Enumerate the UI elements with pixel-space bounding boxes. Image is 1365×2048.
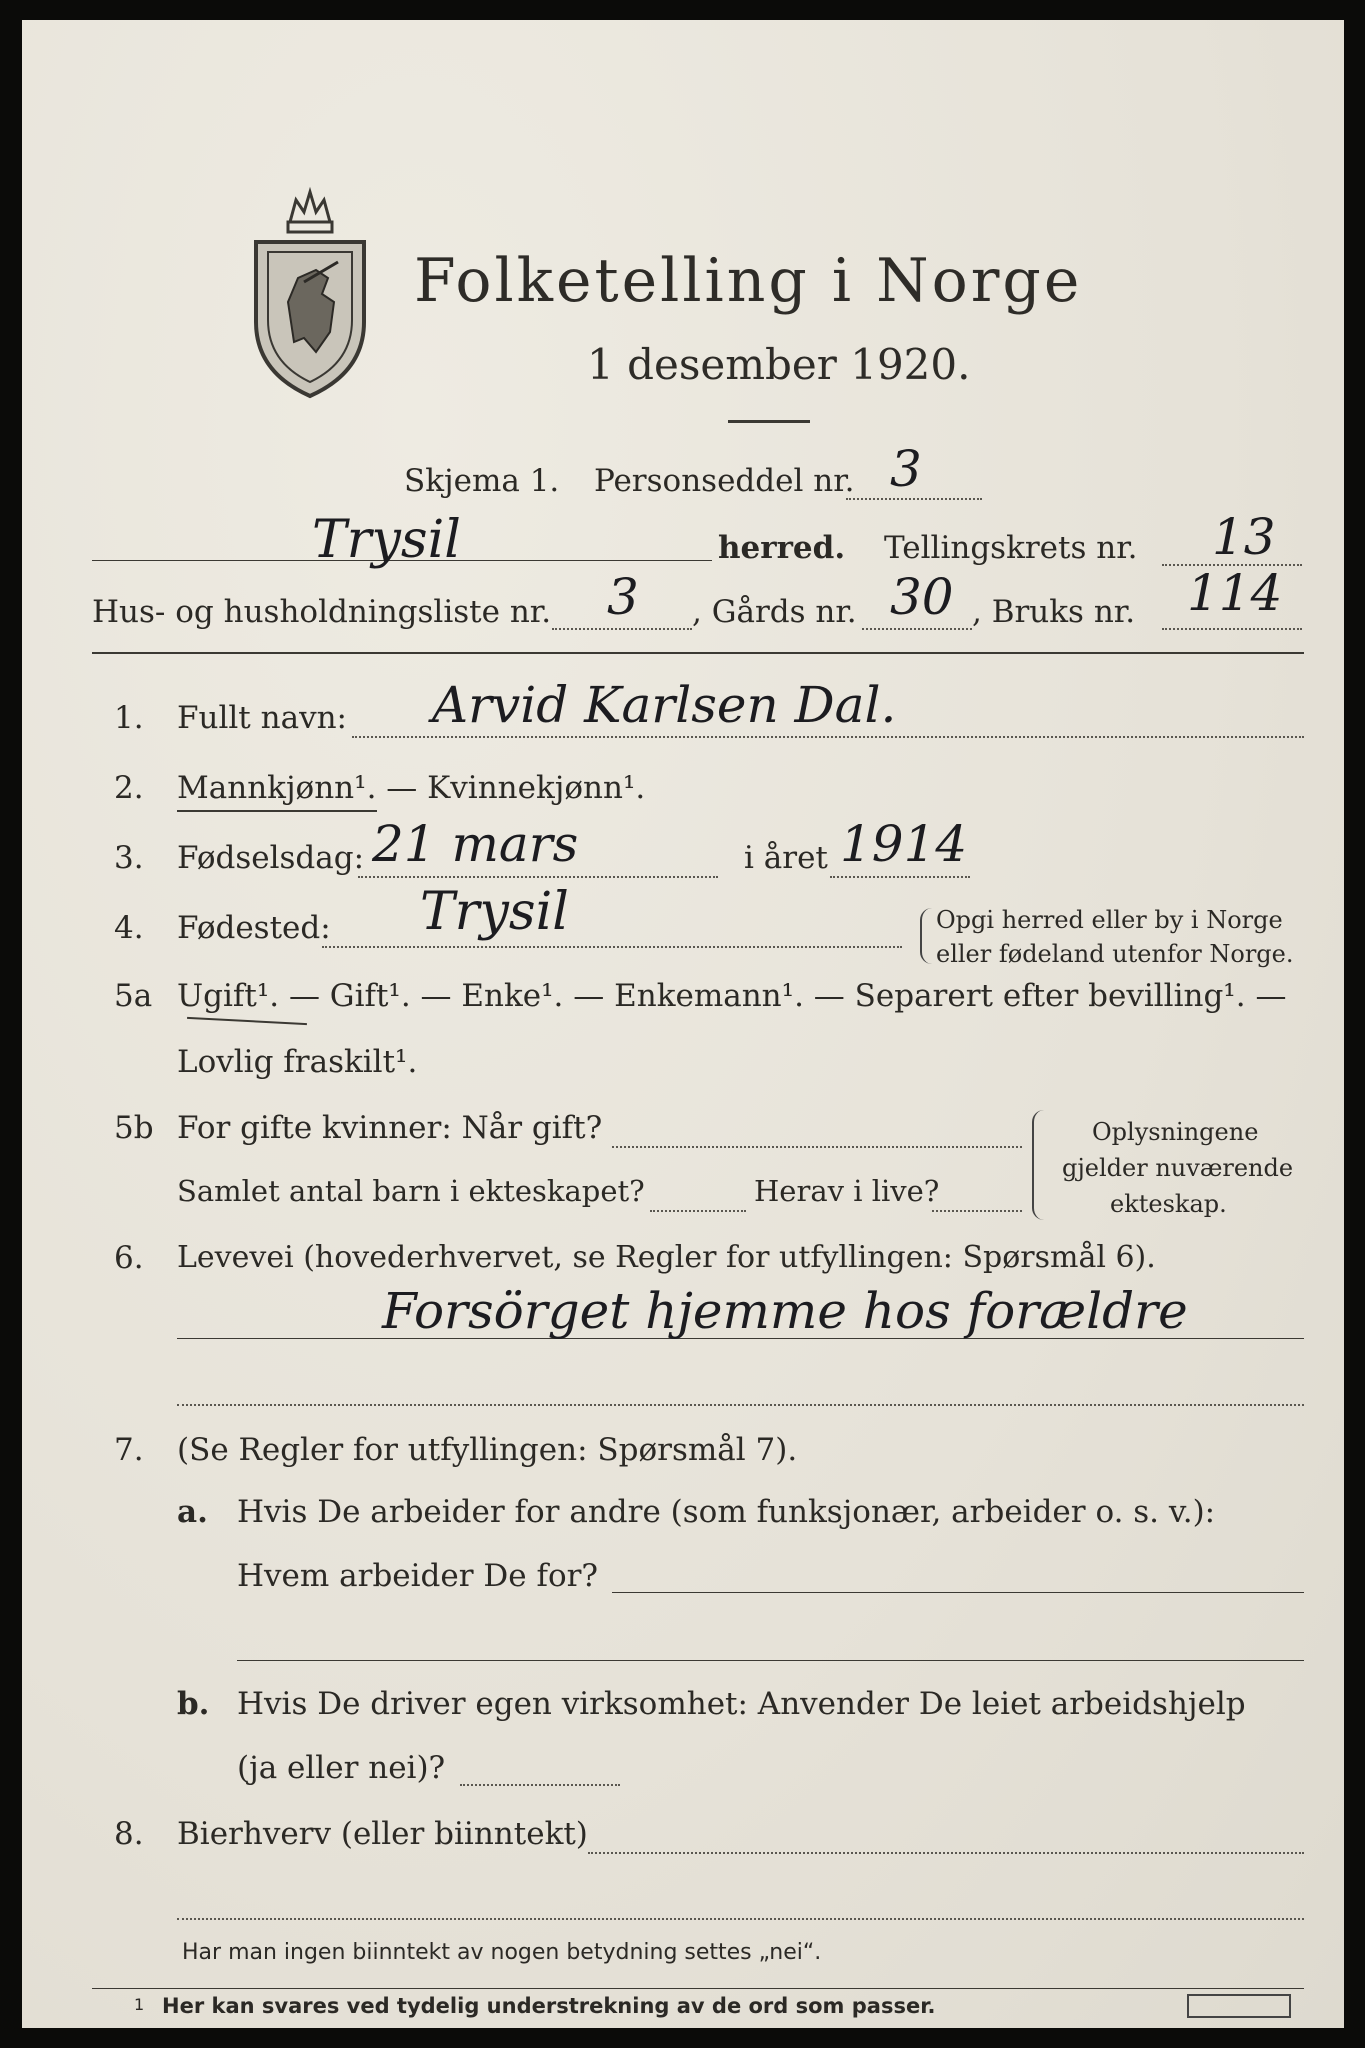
footnote-mark: 1 (134, 1995, 145, 2014)
herred-value: Trysil (312, 510, 461, 570)
q5b-alive-line (932, 1210, 1022, 1212)
q2-options: Mannkjønn¹. — Kvinnekjønn¹. (177, 770, 646, 806)
q8-line-2 (177, 1918, 1304, 1920)
q6-number: 6. (114, 1240, 144, 1276)
q1-number: 1. (114, 700, 144, 736)
q4-note-1: Opgi herred eller by i Norge (936, 906, 1283, 934)
gards-line (862, 628, 972, 630)
q3-year-line (830, 876, 970, 878)
q4-label: Fødested: (177, 910, 331, 946)
bruks-label: , Bruks nr. (972, 594, 1136, 630)
header-divider (92, 652, 1304, 654)
q8-number: 8. (114, 1816, 144, 1852)
q1-line (352, 736, 1304, 738)
footnote-divider (92, 1988, 1304, 1989)
q7a-letter: a. (177, 1494, 208, 1530)
q6-line-2 (177, 1404, 1304, 1406)
q6-label: Levevei (hovederhvervet, se Regler for utfyllingen: Spørsmål 6). (177, 1240, 1156, 1275)
q7b-text-2: (ja eller nei)? (237, 1750, 446, 1786)
q1-value: Arvid Karlsen Dal. (432, 676, 897, 734)
printer-stamp (1187, 1994, 1291, 2018)
q7a-line-2 (237, 1660, 1304, 1661)
gards-label: , Gårds nr. (692, 594, 857, 630)
form-title: Folketelling i Norge (414, 246, 1083, 316)
q2-number: 2. (114, 770, 144, 806)
footnote-text: Her kan svares ved tydelig understrekning av de ord som passer. (162, 1994, 936, 2018)
q5b-children-line (650, 1210, 746, 1212)
q3-line (358, 876, 718, 878)
personseddel-label: Personseddel nr. (594, 463, 855, 499)
q5b-married-line (612, 1146, 1022, 1148)
bruks-line (1162, 628, 1302, 630)
q7-label: (Se Regler for utfyllingen: Spørsmål 7). (177, 1432, 798, 1468)
q5b-note-brace (1032, 1110, 1044, 1220)
q8-note: Har man ingen biinntekt av nogen betydning settes „nei“. (182, 1940, 822, 1965)
q4-number: 4. (114, 910, 144, 946)
q3-label: Fødselsdag: (177, 840, 365, 876)
form-date: 1 desember 1920. (587, 340, 971, 389)
q7a-text-2: Hvem arbeider De for? (237, 1558, 599, 1594)
q7a-line-1 (612, 1592, 1304, 1593)
q3-year-value: 1914 (840, 815, 968, 873)
q5b-number: 5b (114, 1110, 154, 1146)
q5a-number: 5a (114, 978, 153, 1014)
bruks-value: 114 (1187, 564, 1283, 622)
hus-value: 3 (607, 568, 639, 626)
q6-value: Forsörget hjemme hos forældre (382, 1282, 1188, 1340)
q5b-note-1: Oplysningene (1092, 1118, 1259, 1146)
q5a-options-2: Lovlig fraskilt¹. (177, 1044, 418, 1080)
gards-value: 30 (890, 568, 954, 626)
q8-label: Bierhverv (eller biinntekt) (177, 1816, 588, 1852)
q5a-options: Ugift¹. — Gift¹. — Enke¹. — Enkemann¹. — Separert efter bevilling¹. — (177, 978, 1287, 1014)
q7b-letter: b. (177, 1686, 210, 1722)
q4-note-brace (920, 908, 932, 964)
q4-note-2: eller fødeland utenfor Norge. (936, 940, 1294, 968)
skjema-label: Skjema 1. (404, 463, 560, 499)
title-divider (728, 420, 810, 423)
personseddel-line (846, 498, 982, 500)
q5b-note-2: gjelder nuværende (1062, 1154, 1294, 1182)
personseddel-value: 3 (890, 440, 922, 498)
q8-line-1 (588, 1852, 1304, 1854)
q3-year-label: i året (744, 840, 828, 876)
q2-underline (177, 810, 377, 812)
q5b-children-label: Samlet antal barn i ekteskapet? (177, 1174, 645, 1208)
q3-number: 3. (114, 840, 144, 876)
census-form (22, 20, 1344, 2028)
q4-line (322, 946, 902, 948)
herred-label: herred. (718, 530, 846, 566)
q7b-text: Hvis De driver egen virksomhet: Anvender De leiet arbeidshjelp (237, 1686, 1246, 1722)
tellingskrets-label: Tellingskrets nr. (884, 530, 1138, 566)
q4-value: Trysil (420, 882, 569, 942)
q7a-text: Hvis De arbeider for andre (som funksjonær, arbeider o. s. v.): (237, 1494, 1216, 1530)
tellingskrets-value: 13 (1212, 508, 1276, 566)
q5b-alive-label: Herav i live? (754, 1174, 940, 1208)
hus-line (552, 628, 692, 630)
q7b-line (460, 1784, 620, 1786)
q5b-note-3: ekteskap. (1110, 1190, 1227, 1218)
q7-number: 7. (114, 1432, 144, 1468)
hus-label: Hus- og husholdningsliste nr. (92, 594, 552, 630)
q1-label: Fullt navn: (177, 700, 347, 736)
q5a-underline (187, 1017, 307, 1025)
norway-coat-of-arms-icon (244, 182, 376, 402)
q5b-line1: For gifte kvinner: Når gift? (177, 1110, 603, 1146)
q3-value: 21 mars (372, 815, 579, 873)
